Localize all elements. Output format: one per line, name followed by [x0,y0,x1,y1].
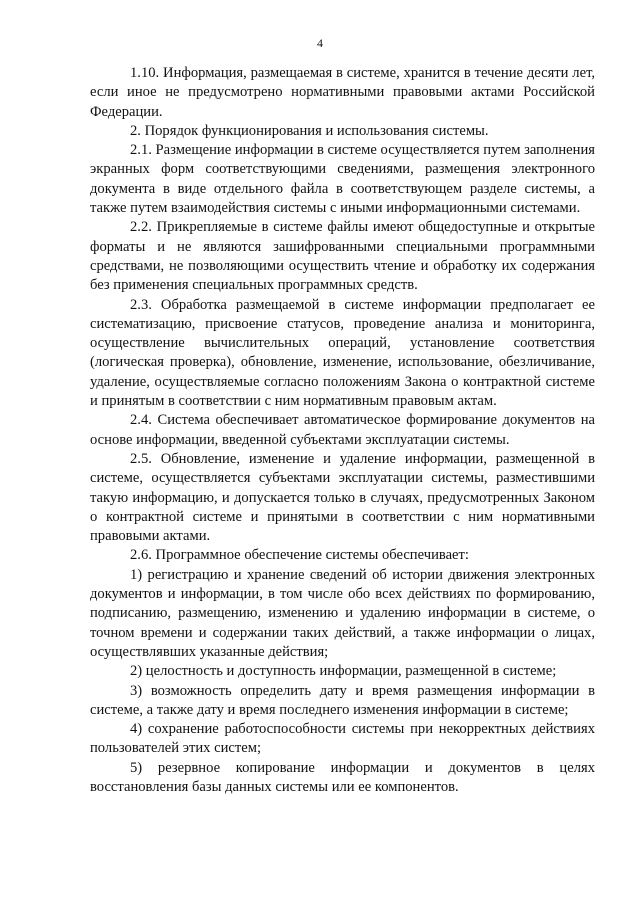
paragraph-2-4: 2.4. Система обеспечивает автоматическое формирование документов на основе информации, введенной субъектами эксплуатации системы. [90,412,595,448]
list-item-5: 5) резервное копирование информации и документов в целях восстановления базы данных системы или ее компонентов. [90,759,595,795]
paragraph-1-10: 1.10. Информация, размещаемая в системе, хранится в течение десяти лет, если иное не предусмотрено нормативными правовыми актами Российской Федерации. [90,65,595,120]
paragraph-2-6: 2.6. Программное обеспечение системы обеспечивает: [130,547,469,564]
paragraph-2-3: 2.3. Обработка размещаемой в системе информации предполагает ее систематизацию, присвоение статусов, проведение анализа и мониторинга, осуществление вычислительных операций, установление соответствия (логическая проверка), обновление, изменение, использование, обезличивание, удаление, осуществляемые согласно положениям Закона о контрактной системе и принятым в соответствии с ним нормативным правовым актам. [90,296,595,410]
list-item-2: 2) целостность и доступность информации, размещенной в системе; [130,663,557,680]
document-body [90,64,595,797]
paragraph-2-1: 2.1. Размещение информации в системе осуществляется путем заполнения экранных форм соответствующими сведениями, размещения электронного документа в виде отдельного файла в соответствующем разделе системы, а также путем взаимодействия системы с иными информационными системами. [90,142,595,217]
section-2-heading: 2. Порядок функционирования и использования системы. [130,122,489,139]
list-item-1: 1) регистрацию и хранение сведений об истории движения электронных документов и информации, в том числе обо всех действиях по формированию, подписанию, размещению, изменению и удалению информации в системе, о точном времени и содержании таких действий, а также информации о лицах, осуществлявших указанные действия; [90,566,595,660]
page-number: 4 [317,36,323,50]
paragraph-2-5: 2.5. Обновление, изменение и удаление информации, размещенной в системе, осуществляется субъектами эксплуатации системы, разместившими такую информацию, и допускается только в случаях, предусмотренных Законом о контрактной системе и принятыми в соответствии с ним нормативными правовыми актами. [90,450,595,545]
list-item-3: 3) возможность определить дату и время размещения информации в системе, а также дату и время последнего изменения информации в системе; [90,682,595,718]
list-item-4: 4) сохранение работоспособности системы при некорректных действиях пользователей этих систем; [90,721,595,757]
paragraph-2-2: 2.2. Прикрепляемые в системе файлы имеют общедоступные и открытые форматы и не являются зашифрованными специальными программными средствами, не позволяющими осуществить чтение и обработку их содержания без применения специальных программных средств. [90,219,595,294]
